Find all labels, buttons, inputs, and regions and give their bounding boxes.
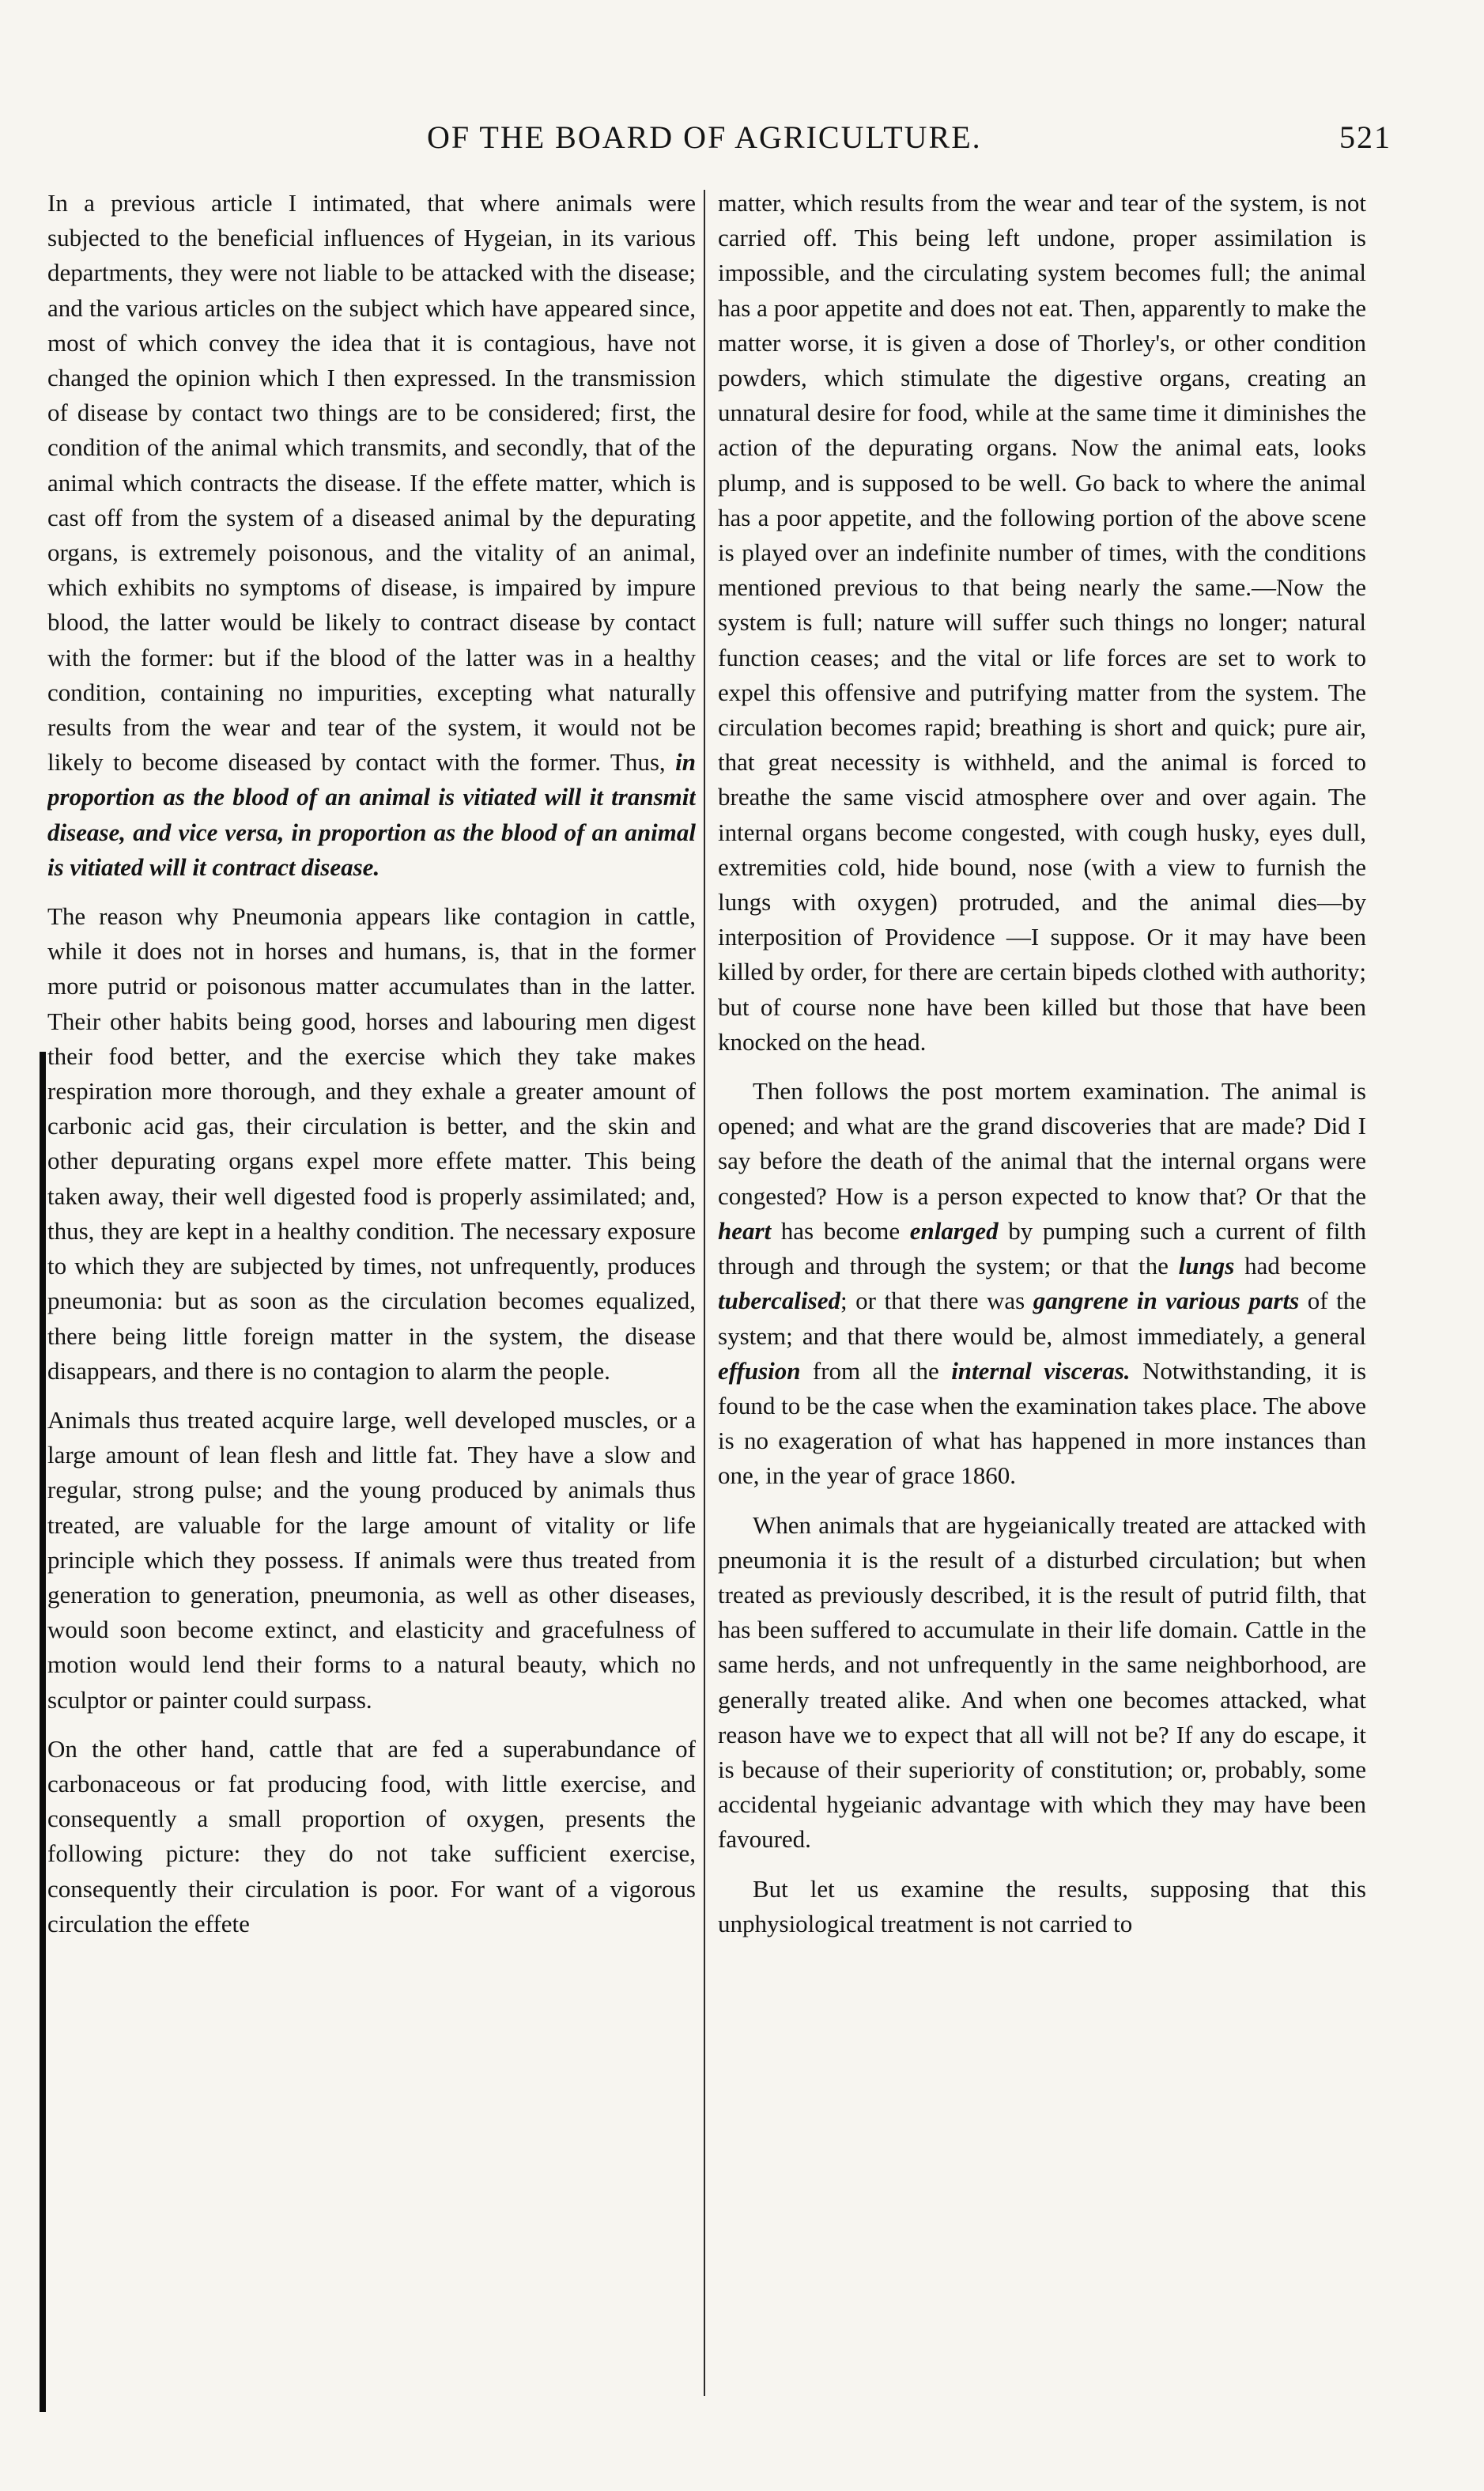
right-p2-heart: heart	[718, 1216, 772, 1245]
right-p2-visceras: internal visceras.	[951, 1356, 1131, 1385]
running-title: OF THE BOARD OF AGRICULTURE.	[427, 119, 982, 155]
right-paragraph-4: But let us examine the results, supposing that this unphysiological treatment is not carried to	[718, 1874, 1366, 1937]
right-p2-enlarged: enlarged	[909, 1216, 999, 1245]
right-p2-text-a: Then follows the post mortem examination. The animal is opened; and what are the grand discoveries that are made? Did I say before the death of the animal that the internal organs were congested? How is a person expected to know that? Or that the	[718, 1077, 1366, 1210]
right-p2-tubercalised: tubercalised	[718, 1287, 840, 1315]
left-paragraph-2: The reason why Pneumonia appears like contagion in cattle, while it does not in horses and humans, is, that in the former more putrid or poisonous matter accumulates than in the latter. Their other habits being good, horses and labouring men digest their food better, and the exercise which they take makes respiration more thorough, and they exhale a greater amount of carbonic acid gas, their circulation is better, and the skin and other depurating organs expel more effete matter. This being taken away, their well digested food is properly assimilated; and, thus, they are kept in a healthy condition. The necessary exposure to which they are subjected by times, not unfrequently, produces pneumonia: but as soon as the circulation becomes equalized, there being little foreign matter in the system, the disease disappears, and there is no contagion to alarm the people.	[47, 902, 696, 1385]
left-paragraph-1	[47, 186, 696, 885]
right-p2-text-b: has become	[780, 1216, 901, 1245]
right-p2-text-d: had become	[1244, 1252, 1366, 1280]
left-column	[47, 186, 696, 2416]
right-p2-effusion: effusion	[718, 1356, 801, 1385]
binding-shadow	[40, 1052, 46, 2412]
right-p2-text-g: from all the	[812, 1356, 939, 1385]
right-p2-text-c: by pumping such a current of filth through and through the system; or that the	[718, 1216, 1366, 1280]
left-paragraph-4: On the other hand, cattle that are fed a superabundance of carbonaceous or fat producing food, with little exercise, and consequently a small proportion of oxygen, presents the following picture: they do not take sufficient exercise, consequently their circulation is poor. For want of a vigorous circulation the effete	[47, 1734, 696, 1937]
page-number: 521	[1339, 119, 1391, 155]
right-p2-text-e: ; or that there was	[840, 1287, 1025, 1315]
left-paragraph-1-italic: in proportion as the blood of an animal is vitiated will it transmit disease, and vice versa, in proportion as the blood of an animal is vitiated will it contract disease.	[47, 748, 696, 881]
right-paragraph-1: matter, which results from the wear and tear of the system, is not carried off. This being left undone, proper assimilation is impossible, and the circulating system becomes full; the animal has a poor appetite and does not eat. Then, apparently to make the matter worse, it is given a dose of Thorley's, or other condition powders, which stimulate the digestive organs, creating an unnatural desire for food, while at the same time it diminishes the action of the depurating organs. Now the animal eats, looks plump, and is supposed to be well. Go back to where the animal has a poor appetite, and the following portion of the above scene is played over an indefinite number of times, with the conditions mentioned previous to that being nearly the same.—Now the system is full; nature will suffer such things no longer; natural function ceases; and the vital or life forces are set to work to expel this offensive and putrifying matter from the system. The circulation becomes rapid; breathing is short and quick; pure air, that great necessity is withheld, and the animal is forced to breathe the same viscid atmosphere over and over again. The internal organs become congested, with cough husky, eyes dull, extremities cold, hide bound, nose (with a view to furnish the lungs with oxygen) protruded, and the animal dies—by interposition of Providence —I suppose. Or it may have been killed by order, for there are certain bipeds clothed with authority; but of course none have been killed but those that have been knocked on the head.	[718, 189, 1366, 1056]
left-paragraph-1-text: In a previous article I intimated, that where animals were subjected to the beneficial influences of Hygeian, in its various departments, they were not liable to be attacked with the disease; and the various articles on the subject which have appeared since, most of which convey the idea that it is contagious, have not changed the opinion which I then expressed. In the transmission of disease by contact two things are to be considered; first, the condition of the animal which transmits, and secondly, that of the animal which contracts the disease. If the effete matter, which is cast off from the system of a diseased animal by the depurating organs, is extremely poisonous, and the vitality of an animal, which exhibits no symptoms of disease, is impaired by impure blood, the latter would be likely to contract disease by contact with the former: but if the blood of the latter was in a healthy condition, containing no impurities, excepting what naturally results from the wear and tear of the system, it would not be likely to become diseased by contact with the former. Thus,	[47, 189, 696, 777]
column-divider	[704, 190, 705, 2396]
right-p2-text-h: Notwithstanding, it is found to be the case when the examination takes place. The above is no exageration of what has happened in more instances than one, in the year of grace 1860.	[718, 1356, 1366, 1490]
right-column	[718, 186, 1366, 2416]
running-header	[427, 119, 1391, 166]
right-p2-lungs: lungs	[1178, 1252, 1235, 1280]
right-p2-gangrene: gangrene in various parts	[1033, 1287, 1300, 1315]
right-p2-text-f: of the system; and that there would be, almost immediately, a general	[718, 1287, 1366, 1350]
right-paragraph-3: When animals that are hygeianically treated are attacked with pneumonia it is the result of a disturbed circulation; but when treated as previously described, it is the result of putrid filth, that has been suffered to accumulate in their life domain. Cattle in the same herds, and not unfrequently in the same neighborhood, are generally treated alike. And when one becomes attacked, what reason have we to expect that all will not be? If any do escape, it is because of their superiority of constitution; or, probably, some accidental hygeianic advantage with which they may have been favoured.	[718, 1510, 1366, 1854]
right-paragraph-2	[718, 1074, 1366, 1493]
left-paragraph-3: Animals thus treated acquire large, well developed muscles, or a large amount of lean flesh and little fat. They have a slow and regular, strong pulse; and the young produced by animals thus treated, are valuable for the large amount of vitality or life principle which they possess. If animals were thus treated from generation to generation, pneumonia, as well as other diseases, would soon become extinct, and elasticity and gracefulness of motion would lend their forms to a natural beauty, which no sculptor or painter could surpass.	[47, 1405, 696, 1714]
